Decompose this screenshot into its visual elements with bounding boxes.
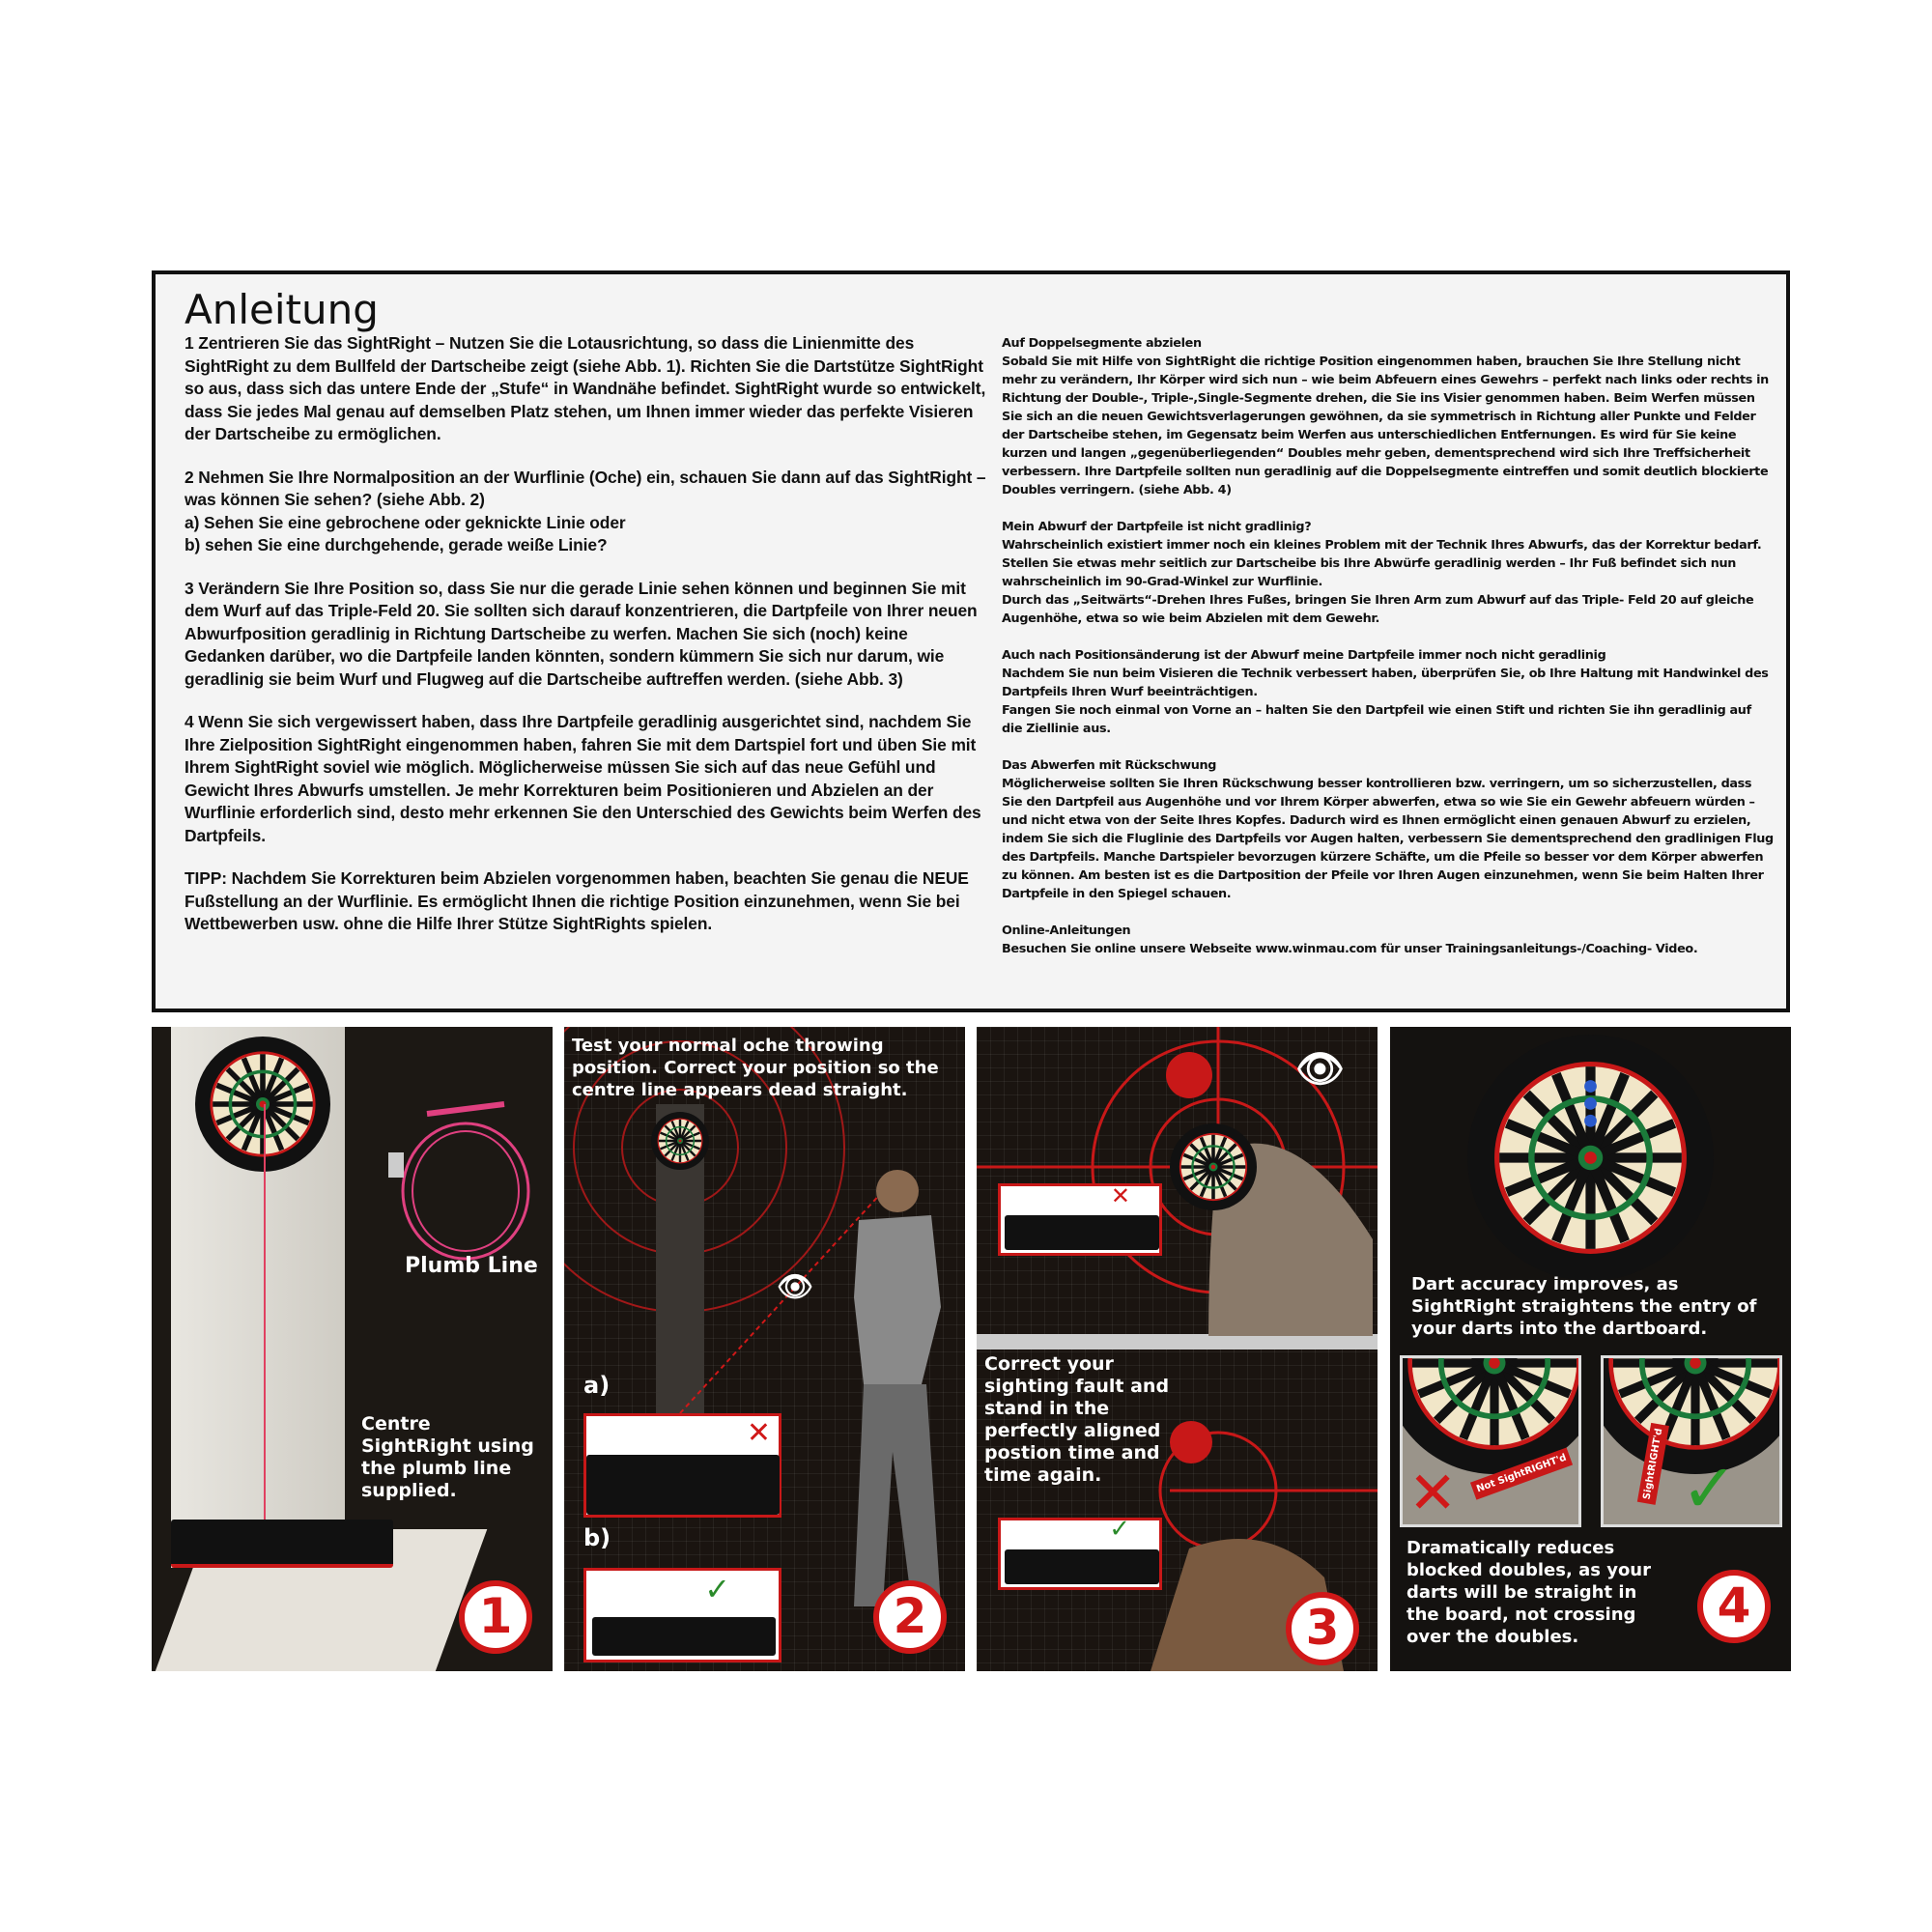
step-2: 2 Nehmen Sie Ihre Normalposition an der Wurflinie (Oche) ein, schauen Sie dann auf das SightRight – was können Sie sehen? (siehe Abb. 2) a) Sehen Sie eine gebrochene oder geknickte Linie oder b) sehen Sie eine durchgehende, gerade weiße Linie? — [185, 467, 986, 554]
page-title: Anleitung — [185, 286, 379, 333]
mat — [1005, 1549, 1159, 1584]
panel-4-caption-bottom: Dramatically reduces blocked doubles, as your darts will be straight in the board, not crossing over the doubles. — [1406, 1538, 1652, 1647]
section-heading: Auch nach Positionsänderung ist der Abwurf meine Dartpfeile immer noch nicht geradlinig — [1002, 648, 1606, 663]
step-number-badge: 1 — [459, 1580, 532, 1654]
not-sightright-tag: Not SightRIGHT'd — [1470, 1447, 1573, 1499]
step-4: 4 Wenn Sie sich vergewissert haben, dass Ihre Dartpfeile geradlinig ausgerichtet sind, nachdem Sie Ihre Zielposition SightRight eingenommen haben, fahren Sie mit dem Dartspiel fort und üben Sie mit Ihrem SightRight soviel wie möglich. Möglicherweise müssen Sie sich auf das neue Gefühl und Gewicht Ihres Abwurfs umstellen. Je mehr Korrekturen beim Positionieren und Abzielen an der Wurflinie erforderlich sind, desto mehr erkennen Sie den Unterschied des Gewichts beim Werfen des Dartpfeils. — [185, 712, 981, 845]
eye-icon: 👁 — [1295, 1047, 1345, 1092]
instructions-box — [152, 270, 1790, 1012]
option-a-label: a) — [583, 1372, 611, 1399]
panel-3-caption: Correct your sighting fault and stand in the perfectly aligned postion time and time again. — [984, 1353, 1170, 1486]
not-sightright-inset — [1400, 1355, 1581, 1527]
mat — [1005, 1215, 1159, 1250]
section-body: Nachdem Sie nun beim Visieren die Technik verbessert haben, überprüfen Sie, ob Ihre Haltung mit Handwinkel des Dartpfeils Ihren Wurf beeinträchtigen. Fangen Sie noch einmal von Vorne an – halten Sie den Dartpfeil wie einen Stift und richten Sie ihn geradlinig auf die Ziellinie aus. — [1002, 667, 1769, 736]
section-body: Möglicherweise sollten Sie Ihren Rückschwung besser kontrollieren bzw. verringern, um so sicherzustellen, dass Sie den Dartpfeil aus Augenhöhe und vor Ihrem Körper abwerfen, etwa so wie Sie ein Gewehr abfeuern würden – und nicht etwa von der Seite Ihres Kopfes. Dadurch wird es Ihnen ermöglicht einen genauen Abwurf zu erzielen, indem Sie sich die Fluglinie des Dartpfeils vor Augen halten, verbessern Sie dementsprechend den gradlinigen Flug des Dartpfeils. Manche Dartspieler bevorzugen kürzere Schäfte, um die Pfeile so besser vor dem Körper abwerfen zu können. Am besten ist es die Dartposition der Pfeile vor Ihren Augen einzunehmen, wenn Sie beim Halten Ihrer Dartpfeile in den Spiegel schauen. — [1002, 777, 1774, 901]
straight-line-inset — [998, 1515, 1162, 1590]
section-still-not-straight — [1002, 646, 1775, 738]
section-doubles — [1002, 334, 1775, 499]
right-column — [1002, 334, 1775, 977]
sightright-mat — [171, 1520, 393, 1568]
panel-4-accuracy — [1390, 1027, 1791, 1671]
cross-icon: ✕ — [746, 1416, 771, 1450]
section-heading: Auf Doppelsegmente abzielen — [1002, 336, 1202, 351]
section-not-straight — [1002, 518, 1775, 628]
mat — [586, 1455, 780, 1515]
section-online — [1002, 922, 1775, 958]
section-heading: Mein Abwurf der Dartpfeile ist nicht gradlinig? — [1002, 520, 1312, 534]
step-number-badge: 2 — [873, 1580, 947, 1654]
panel-4-caption-top: Dart accuracy improves, as SightRight straightens the entry of your darts into the dartboard. — [1411, 1274, 1757, 1339]
section-body: Wahrscheinlich existiert immer noch ein kleines Problem mit der Technik Ihres Abwurfs, das der Korrektur bedarf. Stellen Sie etwas mehr seitlich zur Dartscheibe bis Ihre Abwürfe geradlinig werden – Ihr Fuß befindet sich nun wahrscheinlich im 90-Grad-Winkel zur Wurflinie. Durch das „Seitwärts“-Drehen Ihres Fußes, bringen Sie Ihren Arm zum Abwurf auf das Triple- Feld 20 auf gleiche Augenhöhe, etwa so wie beim Abzielen mit dem Gewehr. — [1002, 538, 1762, 626]
check-icon: ✓ — [1109, 1515, 1130, 1544]
section-heading: Das Abwerfen mit Rückschwung — [1002, 758, 1217, 773]
section-heading: Online-Anleitungen — [1002, 923, 1131, 938]
tip: TIPP: Nachdem Sie Korrekturen beim Abzielen vorgenommen haben, beachten Sie genau die NEUE Fußstellung an der Wurflinie. Es ermöglicht Ihnen die richtige Position einzunehmen, wenn Sie bei Wettbewerben usw. ohne die Hilfe Ihrer Stütze SightRights spielen. — [185, 868, 969, 933]
step-number-badge: 3 — [1286, 1592, 1359, 1665]
panel-2-caption: Test your normal oche throwing position. Correct your position so the centre line appears dead straight. — [572, 1036, 939, 1100]
option-b-label: b) — [583, 1524, 611, 1551]
panel-2-test-position — [564, 1027, 965, 1671]
dartboard-icon — [1467, 1035, 1714, 1281]
cross-icon: ✕ — [1110, 1182, 1130, 1209]
mat — [592, 1617, 776, 1656]
check-icon: ✓ — [1681, 1449, 1738, 1527]
sightright-tag: SightRIGHT'd — [1637, 1423, 1669, 1505]
straight-line-inset — [583, 1568, 781, 1662]
dartboard-icon — [1170, 1123, 1257, 1210]
panel-1-caption: Centre SightRight using the plumb line supplied. — [361, 1413, 534, 1501]
cross-icon: ✕ — [1408, 1460, 1458, 1527]
section-backswing — [1002, 756, 1775, 903]
panel-3-correct-fault — [977, 1027, 1378, 1671]
step-3: 3 Verändern Sie Ihre Position so, dass Sie nur die gerade Linie sehen können und beginnen Sie mit dem Wurf auf das Triple-Feld 20. Sie sollten sich darauf konzentrieren, die Dartpfeile von Ihrer neuen Abwurfposition geradlinig in Richtung Dartscheibe zu werfen. Machen Sie sich (noch) keine Gedanken darüber, wo die Dartpfeile landen könnten, sondern kümmern Sie sich nur darum, wie geradlinig sie beim Wurf und Flugweg auf die Dartscheibe auftreffen werden. (siehe Abb. 3) — [185, 578, 978, 689]
plumb-line-icon — [369, 1075, 543, 1268]
dartboard-icon — [651, 1112, 709, 1170]
step-number-badge: 4 — [1697, 1570, 1771, 1643]
section-body: Besuchen Sie online unsere Webseite www.winmau.com für unser Trainingsanleitungs-/Coaching- Video. — [1002, 942, 1698, 956]
dartboard-icon — [195, 1037, 330, 1172]
eye-icon: 👁 — [777, 1270, 814, 1304]
step-1: 1 Zentrieren Sie das SightRight – Nutzen Sie die Lotausrichtung, so dass die Linienmitte des SightRight zu dem Bullfeld der Dartscheibe zeigt (siehe Abb. 1). Richten Sie die Dartstütze SightRight so aus, dass sich das untere Ende der „Stufe“ in Wandnähe befindet. SightRight wurde so entwickelt, dass Sie jedes Mal genau auf demselben Platz stehen, um Ihnen immer wieder das perfekte Visieren der Dartscheibe zu ermöglichen. — [185, 333, 986, 443]
plumb-line-label: Plumb Line — [405, 1254, 538, 1278]
broken-line-inset — [583, 1413, 781, 1518]
sightright-inset — [1601, 1355, 1782, 1527]
player-figure — [806, 1162, 951, 1616]
broken-line-inset — [998, 1183, 1162, 1256]
section-body: Sobald Sie mit Hilfe von SightRight die richtige Position eingenommen haben, brauchen Sie Ihre Stellung nicht mehr zu verändern, Ihr Körper wird sich nun – wie beim Abfeuern eines Gewehrs – perfekt nach links oder rechts in Richtung der Double-, Triple-,Single-Segmente drehen, die Sie ins Visier genommen haben. Beim Werfen müssen Sie sich an die neuen Gewichtsverlagerungen gewöhnen, da sie symmetrisch in Richtung aller Punkte und Felder der Dartscheibe stehen, im Gegensatz beim Werfen aus unterschiedlichen Entfernungen. Es wird für Sie keine kurzen und langen „gegenüberliegenden“ Doubles mehr geben, dementsprechend wird sich Ihre Treffsicherheit verbessern. Ihre Dartpfeile sollten nun geradlinig auf die Doppelsegmente eintreffen und somit deutlich blockierte Doubles verringern. (siehe Abb. 4) — [1002, 355, 1769, 497]
plumb-line — [264, 1104, 266, 1568]
panel-1-plumb-line — [152, 1027, 553, 1671]
check-icon: ✓ — [704, 1571, 730, 1607]
left-column — [185, 332, 991, 956]
